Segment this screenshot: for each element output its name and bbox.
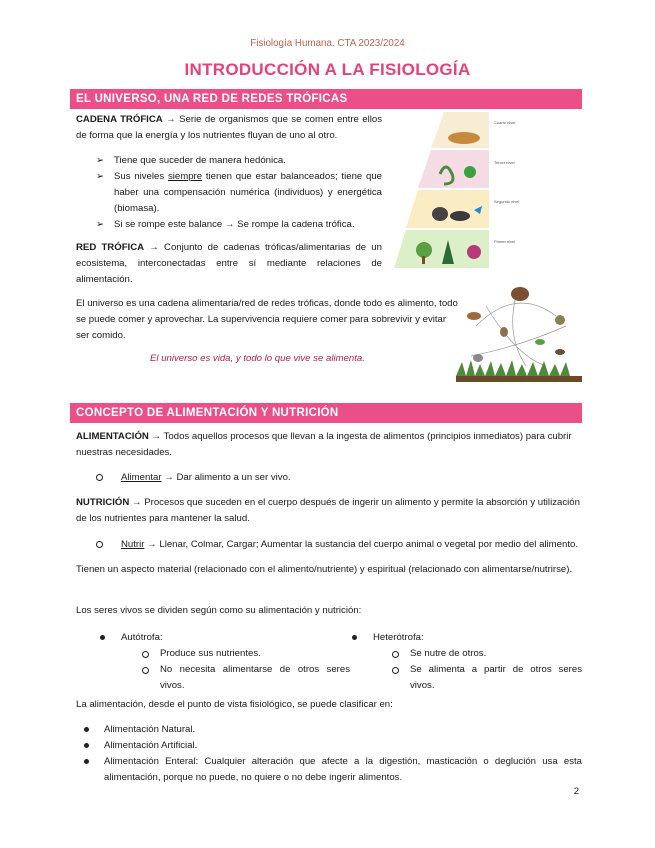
alimentacion-def: → Todos aquellos procesos que llevan a la ingesta de alimentos (principios inmediatos) para cubrir nuestras necesidades.: [76, 431, 572, 458]
bullet-dot-icon: [84, 727, 89, 732]
cadena-arrow: →: [166, 114, 176, 125]
autotrofa-label-text: Autótrofa:: [121, 632, 163, 643]
list-item: [142, 662, 350, 694]
red-term: RED TRÓFICA: [76, 242, 145, 253]
cadena-def: Serie de organismos que se comen entre ellos de forma que la energía y los nutrientes fluyan de uno al otro.: [76, 114, 382, 141]
food-web-illustration: [456, 276, 582, 394]
tipo-natural: Alimentación Natural.: [104, 724, 196, 735]
bullet-text: Si se rompe este balance → Se rompe la cadena trófica.: [114, 219, 355, 230]
bullet-underlined: siempre: [167, 171, 203, 182]
alimentacion-term: ALIMENTACIÓN: [76, 431, 149, 442]
nutricion-term: NUTRICIÓN: [76, 497, 130, 508]
circle-bullet-icon: [142, 667, 149, 674]
heterotrofa-label-text: Heterótrofa:: [373, 632, 424, 643]
autotrofa-label: [100, 630, 163, 646]
nutricion-paragraph: [76, 495, 582, 527]
arrowhead-bullet-icon: ➢: [96, 219, 105, 230]
bird-icon: [555, 315, 565, 325]
pyramid-label-1: Primer nivel: [494, 239, 516, 244]
item-text: No necesita alimentarse de otros seres vivos.: [160, 664, 350, 691]
nutrir-def: → Llenar, Colmar, Cargar; Aumentar la sustancia del cuerpo animal o vegetal por medio del alimento.: [147, 539, 579, 550]
owl-icon: [500, 327, 508, 337]
rabbit-icon: [473, 354, 483, 362]
frog-icon: [464, 166, 476, 178]
list-item: [142, 646, 350, 662]
quote: El universo es vida, y todo lo que vive se alimenta.: [150, 353, 365, 364]
cheetah-icon: [448, 132, 480, 144]
alimentacion-paragraph: [76, 429, 582, 461]
nutrir-item: [96, 537, 582, 553]
heterotrofa-label: [352, 630, 424, 646]
red-trofica-paragraph: [76, 240, 382, 288]
circle-bullet-icon: [96, 541, 103, 548]
cadena-bullet-list: [96, 153, 382, 233]
alimentar-item: [96, 470, 291, 486]
item-text: Se nutre de otros.: [410, 648, 487, 659]
list-item: [96, 217, 382, 233]
circle-bullet-icon: [142, 651, 149, 658]
division-paragraph: Los seres vivos se dividen según como su alimentación y nutrición:: [76, 605, 362, 616]
flowers-icon: [467, 245, 481, 259]
section-heading-alimentacion: CONCEPTO DE ALIMENTACIÓN Y NUTRICIÓN: [70, 403, 582, 423]
alimentar-term: Alimentar: [121, 472, 162, 483]
pyramid-label-3: Tercer nivel: [494, 160, 515, 165]
tapir-icon: [450, 211, 470, 221]
fox-icon: [467, 312, 481, 320]
list-item: [84, 738, 582, 754]
autotrofa-list: [142, 646, 350, 694]
tipos-list: [84, 722, 582, 786]
eagle-icon: [511, 287, 529, 301]
list-item: [392, 646, 582, 662]
bullet-dot-icon: [100, 635, 105, 640]
list-item: [96, 169, 382, 217]
circle-bullet-icon: [392, 667, 399, 674]
list-item: [96, 153, 382, 169]
list-item: [392, 662, 582, 694]
nutrir-term: Nutrir: [121, 539, 145, 550]
tree-icon: [416, 242, 432, 258]
item-text: Se alimenta a partir de otros seres vivos.: [410, 664, 582, 691]
gorilla-icon: [432, 207, 448, 221]
clasificacion-paragraph: La alimentación, desde el punto de vista fisiológico, se puede clasificar en:: [76, 699, 393, 710]
bullet-dot-icon: [352, 635, 357, 640]
cadena-trofica-paragraph: [76, 112, 382, 144]
tipo-artificial: Alimentación Artificial.: [104, 740, 198, 751]
arrowhead-bullet-icon: ➢: [96, 171, 105, 182]
bullet-dot-icon: [84, 759, 89, 764]
nutricion-def: → Procesos que suceden en el cuerpo después de ingerir un alimento y permite la absorción y utilización de los nutrientes para mantener la salud.: [76, 497, 580, 524]
pyramid-label-2: Segundo nivel: [494, 199, 520, 204]
bullet-prefix: Sus niveles: [114, 171, 165, 182]
list-item: [84, 722, 582, 738]
grass-icon: [456, 360, 570, 376]
list-item: [84, 754, 582, 786]
circle-bullet-icon: [392, 651, 399, 658]
mouse-icon: [555, 349, 565, 355]
red-def: → Conjunto de cadenas tróficas/alimentarias de un ecosistema, interconectadas entre sí mediante relaciones de alimentación.: [76, 242, 382, 285]
bullet-dot-icon: [84, 743, 89, 748]
bullet-text: tienen que estar balanceados; tiene que haber una compensación numérica (individuos) y energética (biomasa).: [114, 171, 383, 214]
pyramid-label-4: Cuarto nivel: [494, 120, 516, 125]
arrowhead-bullet-icon: ➢: [96, 155, 105, 166]
alimentar-def: → Dar alimento a un ser vivo.: [164, 472, 291, 483]
aspecto-paragraph: Tienen un aspecto material (relacionado con el alimento/nutriente) y espiritual (relacionado con alimentarse/nutrirse).: [76, 564, 573, 575]
page-title: INTRODUCCIÓN A LA FISIOLOGÍA: [184, 60, 471, 79]
section-heading-universo: EL UNIVERSO, UNA RED DE REDES TRÓFICAS: [70, 89, 582, 109]
enteral-def: Cualquier alteración que afecte a la digestión, masticación o deglución usa esta alimentación, porque no puede, no quiere o no debe ingerir alimentos.: [104, 756, 583, 783]
page-number: 2: [573, 786, 579, 797]
universo-paragraph: El universo es una cadena alimentaria/red de redes tróficas, donde todo es alimento, todo se puede comer y aprovechar. La supervivencia requiere comer para sobrevivir y evitar ser comido.: [76, 298, 458, 341]
heterotrofa-list: [392, 646, 582, 694]
cadena-term: CADENA TRÓFICA: [76, 114, 163, 125]
item-text: Produce sus nutrientes.: [160, 648, 261, 659]
document-header: Fisiología Humana. CTA 2023/2024: [250, 38, 405, 49]
circle-bullet-icon: [96, 474, 103, 481]
frog-icon-2: [535, 339, 545, 345]
bullet-text: Tiene que suceder de manera hedónica.: [114, 155, 286, 166]
trophic-pyramid-illustration: [394, 110, 582, 270]
tipo-enteral: Alimentación Enteral:: [104, 756, 199, 767]
